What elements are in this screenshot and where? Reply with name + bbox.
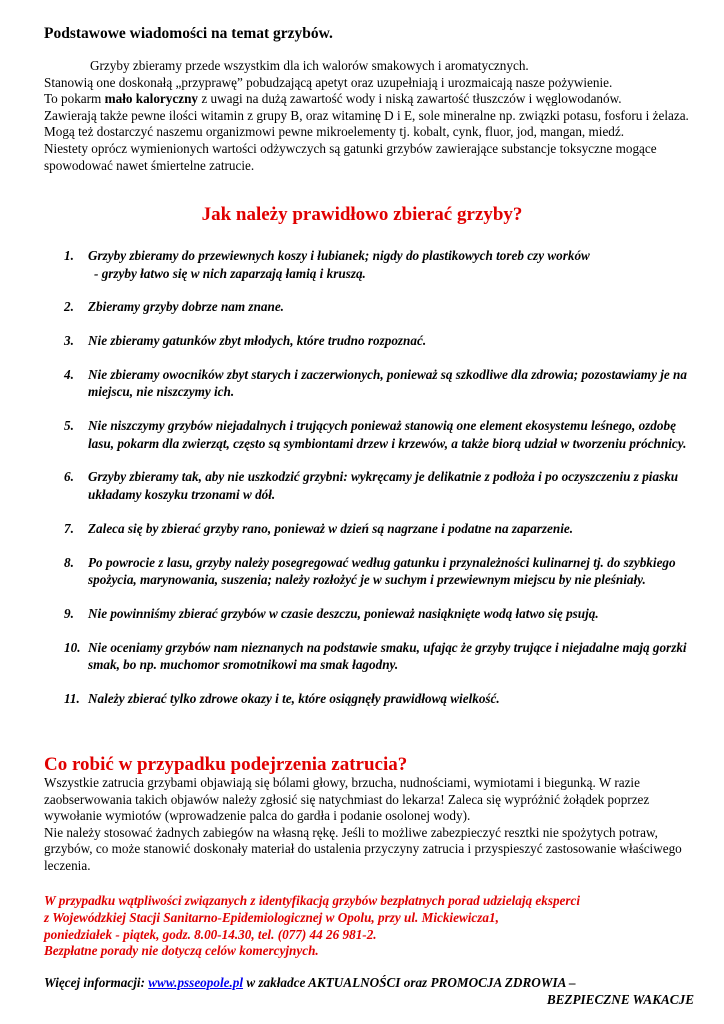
- note-line-1: W przypadku wątpliwości związanych z identyfikacją grzybów bezpłatnych porad udzielają eksperci: [44, 893, 581, 908]
- list-item-number: 10.: [64, 639, 81, 655]
- intro-bold-phrase: mało kaloryczny: [104, 91, 199, 107]
- website-link[interactable]: www.psseopole.pl: [148, 975, 244, 990]
- note-line-3: poniedziałek - piątek, godz. 8.00-14.30, tel. (077) 44 26 981-2.: [44, 926, 377, 942]
- list-item-number: 2.: [64, 299, 74, 315]
- list-item-text: Grzyby zbieramy tak, aby nie uszkodzić grzybni: wykręcamy je delikatnie z podłoża i po oczyszczeniu z piasku układamy koszyku trzonami w dół.: [88, 469, 679, 502]
- list-item-text: Nie oceniamy grzybów nam nieznanych na podstawie smaku, ufając że grzyby trujące i niejadalne mają gorzki smak, bo np. muchomor sromotnikowi ma smak łagodny.: [88, 639, 687, 673]
- intro-line-3-start: To pokarm: [44, 91, 105, 107]
- list-item: [44, 417, 694, 452]
- expert-advice-note: [44, 893, 694, 960]
- list-item-number: 9.: [64, 605, 74, 621]
- list-item-number: 8.: [64, 554, 74, 570]
- heading-collecting: Jak należy prawidłowo zbierać grzyby?: [201, 204, 523, 225]
- intro-line-2: Stanowią one doskonałą „przyprawę” pobudzającą apetyt oraz uzupełniają i urozmaicają nasze pożywienie.: [44, 74, 613, 90]
- list-item-text: Zaleca się by zbierać grzyby rano, ponieważ w dzień są nagrzane i podatne na zaparzenie.: [88, 520, 574, 536]
- list-item-number: 11.: [64, 690, 80, 706]
- intro-line-4: Zawierają także pewne ilości witamin z grupy B, oraz witaminę D i E, sole mineralne np. związki potasu, fosforu i żelaza. Mogą też dostarczyć naszemu organizmowi pewne mikroelementy tj. kobalt, cynk, fluor, jod, mangan, miedź.: [44, 107, 689, 140]
- list-item-number: 3.: [64, 333, 74, 349]
- list-item: [44, 366, 694, 401]
- list-item-number: 1.: [64, 248, 74, 263]
- list-item-text: Zbieramy grzyby dobrze nam znane.: [88, 299, 284, 315]
- document-title: Podstawowe wiadomości na temat grzybów.: [44, 25, 333, 42]
- list-item: [44, 332, 694, 350]
- list-item-text: Nie zbieramy gatunków zbyt młodych, które trudno rozpoznać.: [88, 333, 427, 349]
- list-item: [44, 554, 694, 589]
- list-item: [44, 690, 694, 708]
- list-item-text: Nie powinniśmy zbierać grzybów w czasie deszczu, ponieważ nasiąknięte wodą łatwo się psują.: [88, 605, 599, 621]
- intro-line-1: Grzyby zbieramy przede wszystkim dla ich walorów smakowych i aromatycznych.: [90, 58, 529, 73]
- list-item: [44, 520, 694, 538]
- more-info-section-name: BEZPIECZNE WAKACJE: [546, 992, 694, 1007]
- more-info-prefix: Więcej informacji:: [44, 975, 149, 990]
- list-item-text: Należy zbierać tylko zdrowe okazy i te, które osiągnęły prawidłową wielkość.: [88, 690, 500, 706]
- rules-list: [44, 247, 694, 724]
- list-item-text: Nie zbieramy owocników zbyt starych i zaczerwionych, ponieważ są szkodliwe dla zdrowia; pozostawiamy je na miejscu, nie niszczymy ich.: [88, 366, 687, 400]
- more-info: [44, 974, 694, 1008]
- poisoning-paragraph-1: Wszystkie zatrucia grzybami objawiają się bólami głowy, brzucha, nudnościami, wymiotami i biegunką. W razie zaobserwowania takich objawów należy zgłosić się natychmiast do lekarza! Zaleca się wypróżnić żołądek poprzez wywołanie wymiotów (wprowadzenie palca do gardła i podanie osolonej wody).: [44, 775, 650, 824]
- list-item-text-continued: - grzyby łatwo się w nich zaparzają łamią i kruszą.: [94, 265, 366, 281]
- intro-line-3: [44, 91, 694, 108]
- list-item-number: 7.: [64, 520, 74, 536]
- list-item-number: 6.: [64, 469, 74, 485]
- note-line-2: z Wojewódzkiej Stacji Sanitarno-Epidemiologicznej w Opolu, przy ul. Mickiewicza1,: [44, 909, 499, 925]
- list-item: [44, 298, 694, 316]
- list-item-text: Po powrocie z lasu, grzyby należy posegregować według gatunku i przynależności kulinarnej tj. do szybkiego spożycia, marynowania, suszenia; należy rozłożyć je w suchym i przewiewnym miejscu by nie pleśniały.: [88, 554, 676, 588]
- list-item-number: 4.: [64, 366, 74, 382]
- intro-line-5: Niestety oprócz wymienionych wartości odżywczych są gatunki grzybów zawierające substancje toksyczne mogące spowodować nawet śmiertelne zatrucie.: [44, 140, 657, 173]
- list-item: [44, 468, 694, 503]
- heading-poisoning: Co robić w przypadku podejrzenia zatrucia?: [44, 754, 408, 775]
- intro-section: [44, 58, 694, 174]
- note-line-4: Bezpłatne porady nie dotyczą celów komercyjnych.: [44, 943, 319, 959]
- intro-line-3-end: z uwagi na dużą zawartość wody i niską zawartość tłuszczów i węglowodanów.: [198, 91, 622, 107]
- poisoning-section: [44, 775, 694, 875]
- list-item-text: Grzyby zbieramy do przewiewnych koszy i łubianek; nigdy do plastikowych toreb czy worków: [88, 248, 590, 263]
- list-item-text: Nie niszczymy grzybów niejadalnych i trujących ponieważ stanowią one element ekosystemu leśnego, ozdobę lasu, pokarm dla zwierząt, często są symbiontami drzew i krzewów, a także biorą udział w tworzeniu próchnicy.: [88, 418, 687, 451]
- more-info-suffix: w zakładce AKTUALNOŚCI oraz PROMOCJA ZDROWIA –: [243, 975, 576, 990]
- list-item: [44, 605, 694, 623]
- list-item: [44, 639, 694, 674]
- poisoning-paragraph-2: Nie należy stosować żadnych zabiegów na własną rękę. Jeśli to możliwe zabezpieczyć resztki nie spożytych potraw, grzybów, co może stanowić doskonały materiał do ustalenia przyczyny zatrucia i przyspieszyć zastosowanie właściwego leczenia.: [44, 824, 682, 873]
- list-item-number: 5.: [64, 418, 74, 434]
- list-item: [44, 247, 694, 282]
